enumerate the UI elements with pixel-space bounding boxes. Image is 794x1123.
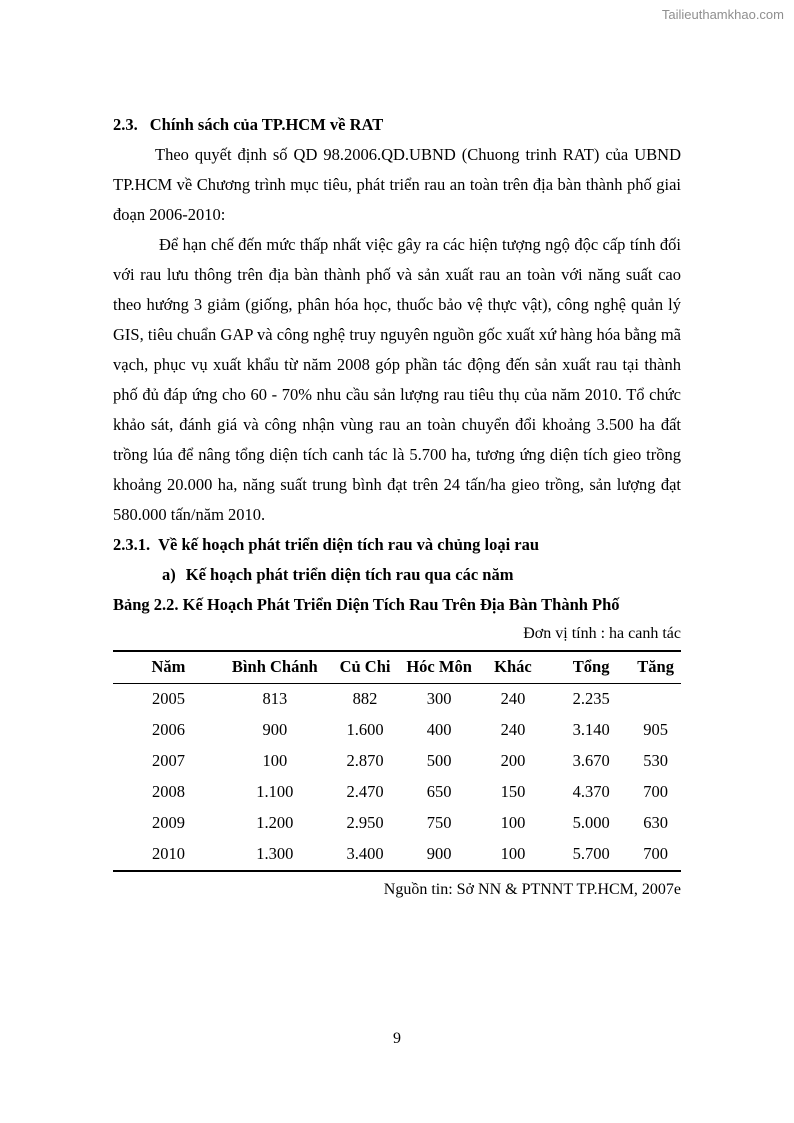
table-cell: 240: [500, 689, 526, 708]
table-cell: 700: [643, 844, 668, 863]
subsection-letter: a): [162, 565, 176, 584]
section-title: Chính sách của TP.HCM về RAT: [149, 115, 384, 134]
table-cell: 300: [426, 689, 452, 708]
section-heading-2-3: [113, 110, 681, 140]
table-cell: 2005: [151, 689, 185, 708]
column-header-tong: Tổng: [572, 657, 610, 676]
table-row: [113, 746, 681, 777]
table-cell: 813: [262, 689, 288, 708]
table-cell: 4.370: [572, 782, 610, 801]
unit-note: Đơn vị tính : ha canh tác: [523, 625, 681, 642]
table-cell: 750: [426, 813, 452, 832]
table-cell: 150: [500, 782, 526, 801]
page-number: 9: [393, 1030, 401, 1047]
table-cell: 900: [262, 720, 288, 739]
column-header-cu-chi: Củ Chi: [339, 657, 391, 676]
table-row: [113, 777, 681, 808]
table-cell: 882: [352, 689, 378, 708]
table-cell: [630, 684, 681, 716]
table-row: [113, 808, 681, 839]
table-row: [113, 684, 681, 716]
table-cell: 2010: [151, 844, 185, 863]
table-cell: 530: [643, 751, 668, 770]
table-cell: 2006: [151, 720, 185, 739]
table-cell: 2007: [151, 751, 185, 770]
table-cell: 3.140: [572, 720, 610, 739]
table-cell: 2.235: [572, 689, 610, 708]
section-number: 2.3.: [113, 115, 138, 134]
source-note: Nguồn tin: Sở NN & PTNNT TP.HCM, 2007e: [383, 881, 681, 898]
table-cell: 100: [262, 751, 288, 770]
table-cell: 2.870: [346, 751, 384, 770]
table-cell: 2009: [151, 813, 185, 832]
table-cell: 1.300: [256, 844, 294, 863]
table-cell: 2.470: [346, 782, 384, 801]
table-cell: 1.600: [346, 720, 384, 739]
table-cell: 100: [500, 813, 526, 832]
table-cell: 200: [500, 751, 526, 770]
column-header-khac: Khác: [494, 657, 532, 676]
column-header-nam: Năm: [151, 657, 186, 676]
section-heading-2-3-1: [113, 530, 681, 560]
paragraph-intro: Theo quyết định số QD 98.2006.QD.UBND (Chuong trinh RAT) của UBND TP.HCM về Chương trình mục tiêu, phát triển rau an toàn trên địa bàn thành phố giai đoạn 2006-2010:: [113, 145, 681, 224]
table-cell: 3.400: [346, 844, 384, 863]
section-number: 2.3.1.: [113, 535, 151, 554]
table-caption: Bảng 2.2. Kế Hoạch Phát Triển Diện Tích Rau Trên Địa Bàn Thành Phố: [113, 595, 620, 614]
column-header-tang: Tăng: [637, 657, 674, 676]
table-cell: 500: [426, 751, 452, 770]
table-cell: 1.200: [256, 813, 294, 832]
table-cell: 2.950: [346, 813, 384, 832]
table-cell: 1.100: [256, 782, 294, 801]
subsection-heading-a: [113, 560, 681, 590]
table-cell: 905: [643, 720, 668, 739]
table-cell: 650: [426, 782, 452, 801]
watermark: Tailieuthamkhao.com: [661, 7, 784, 22]
table-header-row: [113, 651, 681, 684]
table-cell: 240: [500, 720, 526, 739]
column-header-hoc-mon: Hóc Môn: [406, 657, 472, 676]
table-row: [113, 715, 681, 746]
section-title: Về kế hoạch phát triển diện tích rau và chủng loại rau: [158, 535, 540, 554]
table-cell: 900: [426, 844, 452, 863]
subsection-title: Kế hoạch phát triển diện tích rau qua các năm: [185, 565, 514, 584]
table-cell: 630: [643, 813, 668, 832]
plan-table: [113, 650, 681, 872]
paragraph-policy: Để hạn chế đến mức thấp nhất việc gây ra các hiện tượng ngộ độc cấp tính đối với rau lưu thông trên địa bàn thành phố và sản xuất rau an toàn với năng suất cao theo hướng 3 giảm (giống, phân hóa học, thuốc bảo vệ thực vật), công nghệ quản lý GIS, tiêu chuẩn GAP và công nghệ truy nguyên nguồn gốc xuất xứ hàng hóa bằng mã vạch, phục vụ xuất khẩu từ năm 2008 góp phần tác động đến sản xuất rau tại thành phố đủ đáp ứng cho 60 - 70% nhu cầu sản lượng rau tiêu thụ của năm 2010. Tổ chức khảo sát, đánh giá và công nhận vùng rau an toàn chuyển đổi khoảng 3.500 ha đất trồng lúa để nâng tổng diện tích canh tác là 5.700 ha, tương ứng diện tích gieo trồng khoảng 20.000 ha, năng suất trung bình đạt trên 24 tấn/ha gieo trồng, sản lượng đạt 580.000 tấn/năm 2010.: [113, 235, 681, 524]
table-cell: 2008: [151, 782, 185, 801]
table-cell: 5.700: [572, 844, 610, 863]
table-row: [113, 839, 681, 871]
table-cell: 5.000: [572, 813, 610, 832]
table-cell: 400: [426, 720, 452, 739]
table-cell: 3.670: [572, 751, 610, 770]
column-header-binh-chanh: Bình Chánh: [231, 657, 318, 676]
table-cell: 700: [643, 782, 668, 801]
table-cell: 100: [500, 844, 526, 863]
